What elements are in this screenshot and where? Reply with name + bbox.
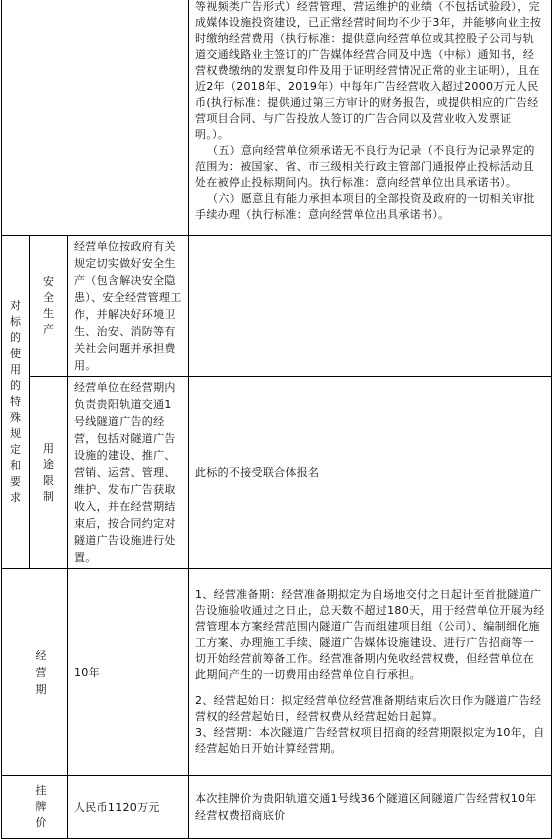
- price-row: [2, 776, 552, 839]
- safety-detail: [189, 236, 552, 377]
- period-value: 10年: [68, 569, 189, 776]
- period-detail-1: 1、经营准备期：经营准备期拟定为自场地交付之日起计至首批隧道广告设施验收通过之日止，总天数不超过180天，用于经营单位开展为经营管理本方案经营范围内隧道广告而组建项目组（公司）、编制细化施工方案、办理施工手续、隧道广告媒体设施建设、进行广告招商等一切开始经营前筹备工作。经营准备期内免收经营权费，但经营单位在此期间产生的一切费用由经营单位自行承担。: [195, 588, 545, 681]
- price-value: 人民币1120万元: [68, 776, 189, 839]
- qualification-row: [2, 0, 552, 236]
- period-detail: [189, 569, 552, 776]
- usage-desc: 经营单位在经营期内负责贵阳轨道交通1号线隧道广告的经营，包括对隧道广告设施的建设、推广、营销、运营、管理、维护、发布广告获取收入，并在经营期结束后，按合同约定对隧道广告设施进行处置。: [68, 377, 189, 569]
- price-detail: 本次挂牌价为贵阳轨道交通1号线36个隧道区间隧道广告经营权10年经营权费招商底价: [189, 776, 552, 839]
- price-label: 挂牌价: [2, 776, 68, 839]
- period-label: 经营期: [2, 569, 68, 776]
- qualification-paragraph-6: （六）愿意且有能力承担本项目的全部投资及政府的一切相关审批手续办理（执行标准：意向经营单位出具承诺书）。: [195, 192, 535, 221]
- document-table: [1, 0, 552, 839]
- period-detail-2: 2、经营起始日：拟定经营单位经营准备期结束后次日作为隧道广告经营权的经营起始日，经营权费从经营起始日起算。: [195, 694, 542, 723]
- safety-label: 安全生产: [30, 236, 68, 377]
- safety-row: [2, 236, 552, 377]
- usage-row: [2, 377, 552, 569]
- period-detail-3: 3、经营期：本次隧道广告经营权项目招商的经营期限拟定为10年，自经营起始日开始计算经营期。: [195, 726, 545, 755]
- safety-desc: 经营单位按政府有关规定切实做好安全生产（包含解决安全隐患）、安全经营管理工作，并解决好环境卫生、治安、消防等有关社会问题并承担费用。: [68, 236, 189, 377]
- qualification-paragraph-5: （五）意向经营单位须承诺无不良行为记录（不良行为记录界定的范围为：被国家、省、市三级相关行政主管部门通报停止投标活动且处在被停止投标期间内。执行标准：意向经营单位出具承诺书）。: [195, 144, 535, 189]
- period-row: [2, 569, 552, 776]
- qualification-paragraph-4: 等视频类广告形式）经营管理、营运维护的业绩（不包括试验段），完成媒体设施投资建设，已正常经营时间均不少于3年，并能够向业主按时缴纳经营费用（执行标准：提供意向经营单位或其控股子公司与轨道交通线路业主签订的广告媒体经营合同及中选（中标）通知书，经营权费缴纳的发票复印件及用于证明经营情况正常的业主证明），且在近2年（2018年、2019年）中每年广告经营收入超过2000万元人民币(执行标准：提供通过第三方审计的财务报告，或提供相应的广告经营项目合同、与广告投放人签订的广告合同以及营业收入发票证明。）。: [195, 0, 542, 141]
- qualification-detail-cell: [189, 0, 552, 236]
- usage-detail: 此标的不接受联合体报名: [189, 377, 552, 569]
- special-requirements-label: 对标的使用的特殊规定和要求: [2, 236, 30, 569]
- empty-label-cell: [2, 0, 189, 236]
- usage-label: 用途限制: [30, 377, 68, 569]
